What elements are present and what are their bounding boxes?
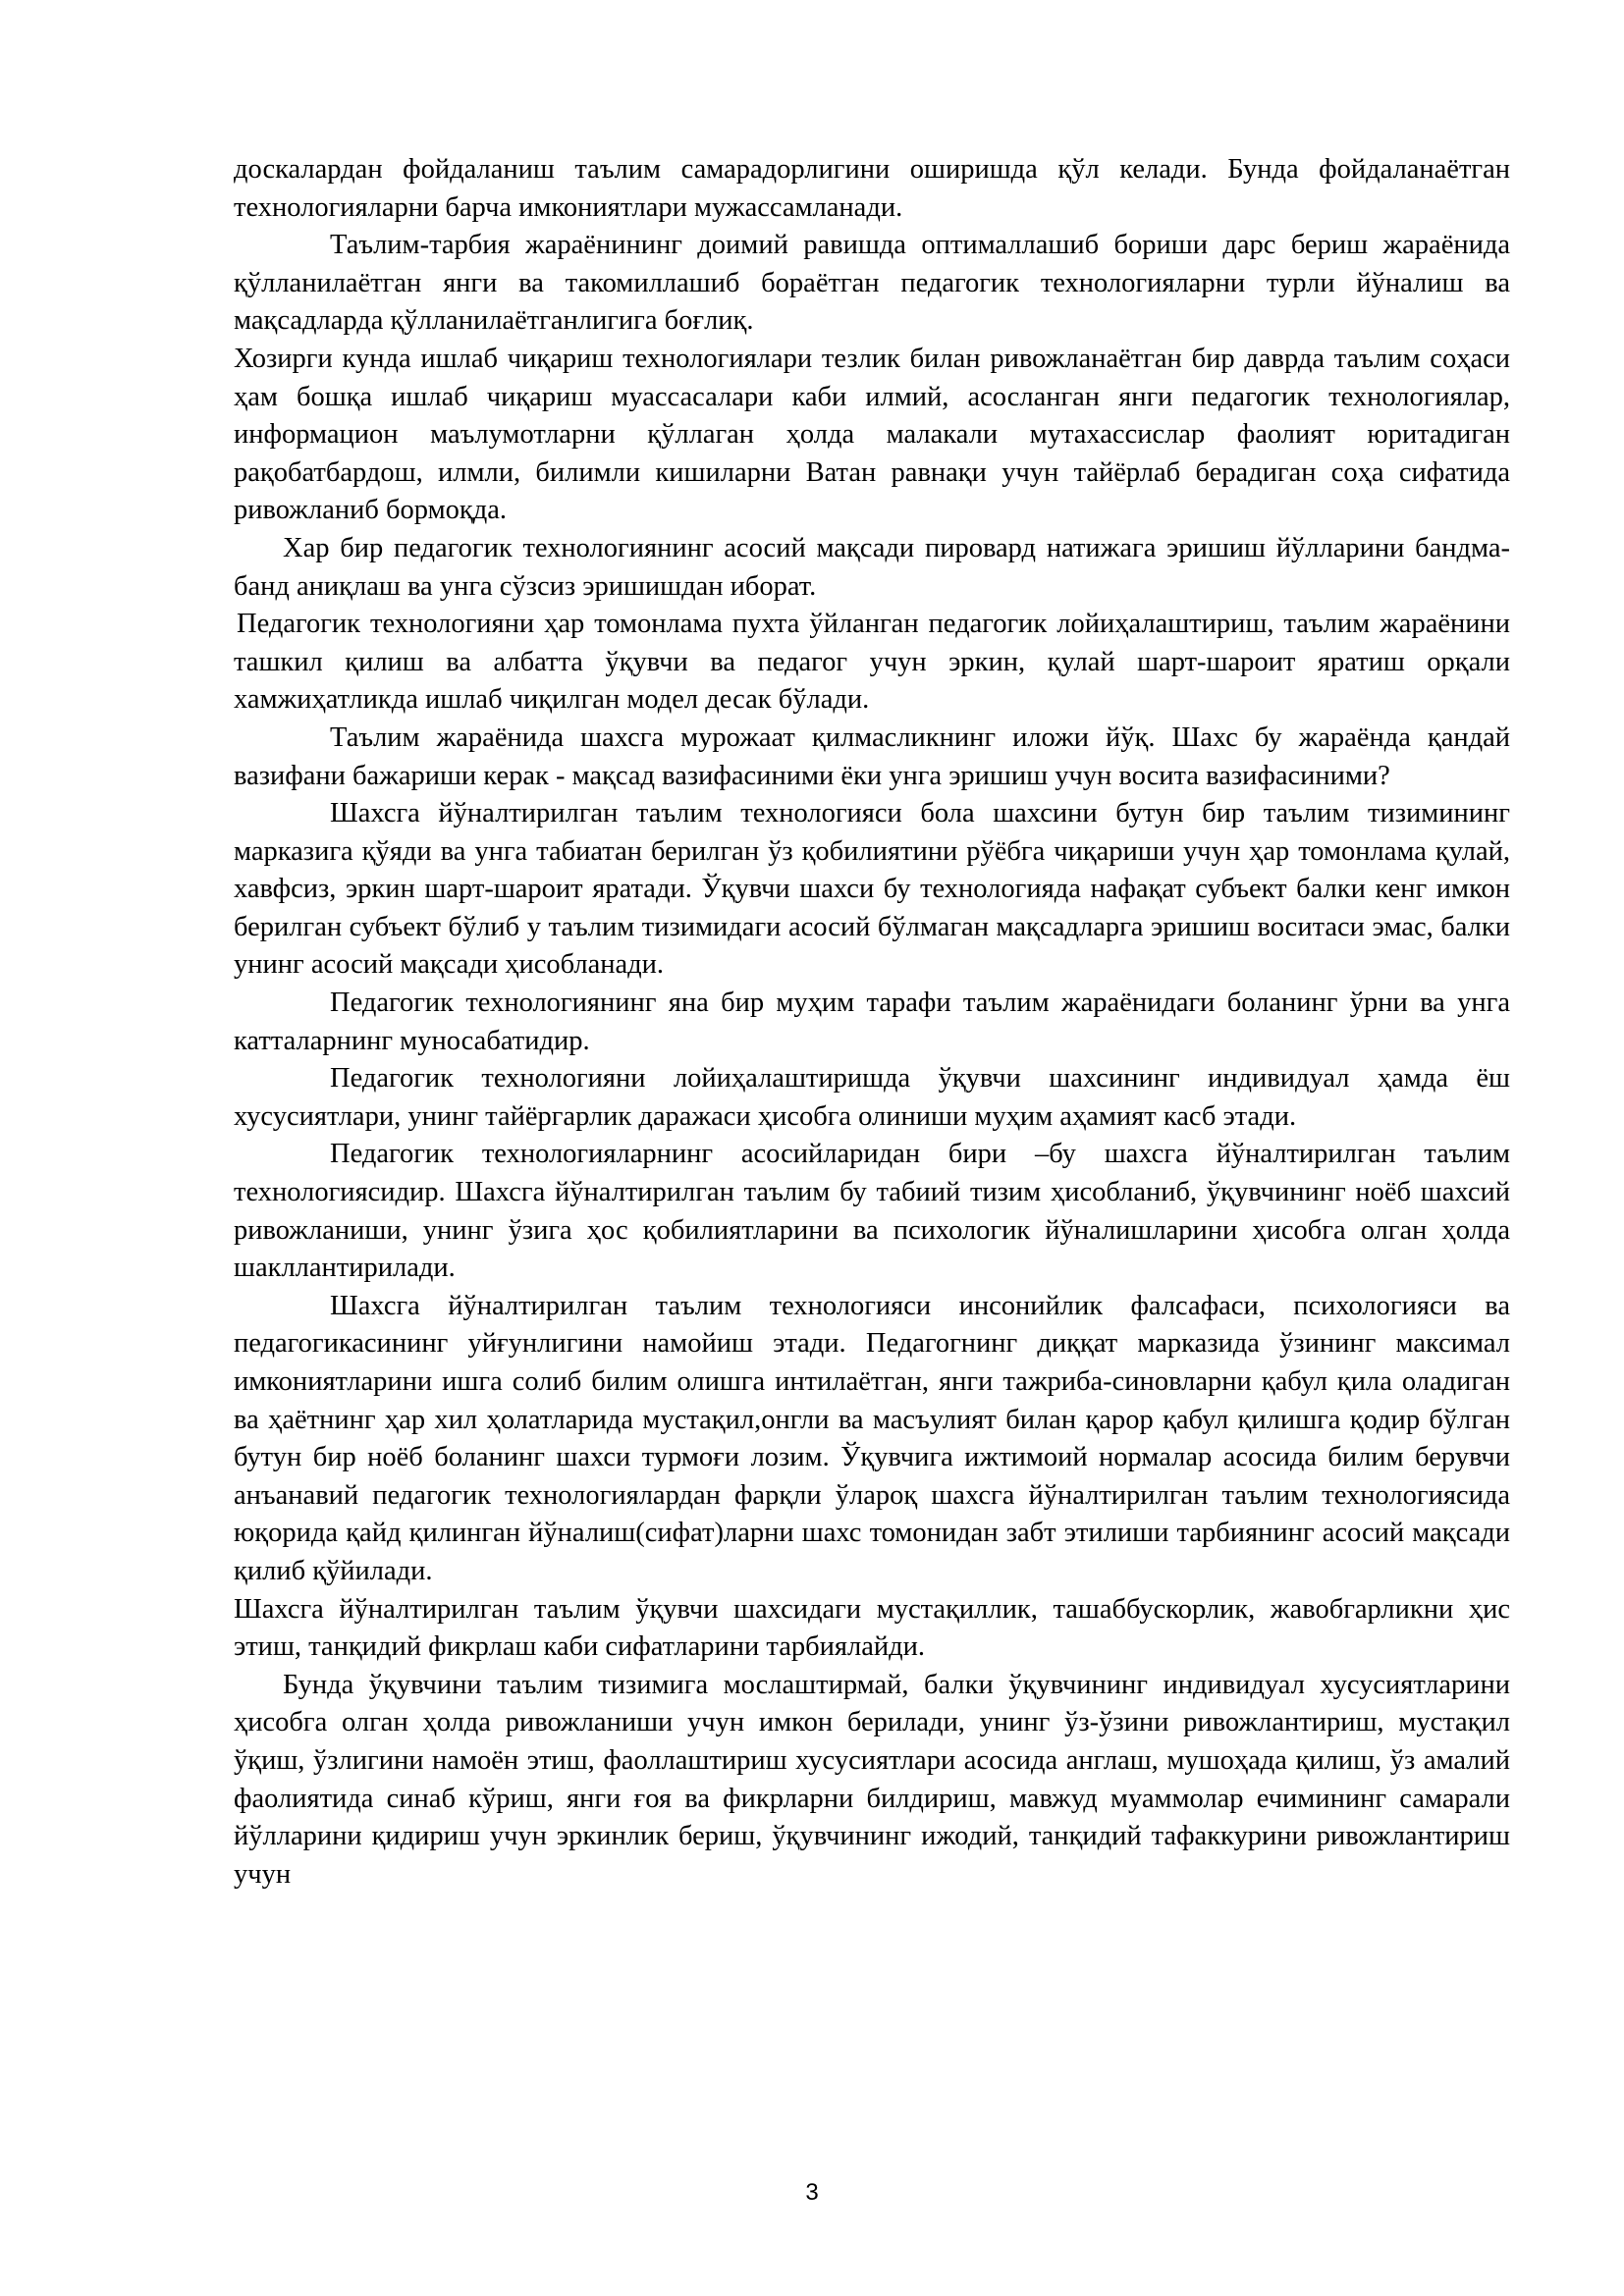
paragraph-7: Шахсга йўналтирилган таълим технологияси бола шахсини бутун бир таълим тизимининг марказига қўяди ва унга табиатан берилган ўз қобилиятини рўёбга чиқариши учун ҳар томонлама қулай, хавфсиз, эркин шарт-шароит яратади. Ўқувчи шахси бу технологияда нафақат субъект балки кенг имкон берилган субъект бўлиб у таълим тизимидаги асосий бўлмаган мақсадларга эришиш воситаси эмас, балки унинг асосий мақсади ҳисобланади. [234,798,1510,981]
document-body [234,151,1510,1894]
paragraph-9: Педагогик технологияни лойиҳалаштиришда ўқувчи шахсининг индивидуал ҳамда ёш хусусиятлари, унинг тайёргарлик даражаси ҳисобга олиниши муҳим аҳамият касб этади. [234,1063,1510,1132]
paragraph-11: Шахсга йўналтирилган таълим технологияси инсонийлик фалсафаси, психологияси ва педагогикасининг уйғунлигини намойиш этади. Педагогнинг диққат марказида ўзининг максимал имкониятларини ишга солиб билим олишга интилаётган, янги тажриба-синовларни қабул қила оладиган ва ҳаётнинг ҳар хил ҳолатларида мустақил,онгли ва масъулият билан қарор қабул қилишга қодир бўлган бутун бир ноёб боланинг шахси турмоғи лозим. Ўқувчига ижтимоий нормалар асосида билим берувчи анъанавий педагогик технологиялардан фарқли ўлароқ шахсга йўналтирилган таълим технологиясида юқорида қайд қилинган йўналиш(сифат)ларни шахс томонидан забт этилиши тарбиянинг асосий мақсади қилиб қўйилади. [234,1290,1510,1586]
paragraph-3: Хозирги кунда ишлаб чиқариш технологиялари тезлик билан ривожланаётган бир даврда таълим соҳаси ҳам бошқа ишлаб чиқариш муассасалари каби илмий, асосланган янги педагогик технологиялар, информацион маълумотларни қўллаган ҳолда малакали мутахассислар фаолият юритадиган рақобатбардош, илмли, билимли кишиларни Ватан равнақи учун тайёрлаб берадиган соҳа сифатида ривожланиб бормоқда. [234,343,1510,526]
paragraph-5: Педагогик технологияни ҳар томонлама пухта ўйланган педагогик лойиҳалаштириш, таълим жараёнини ташкил қилиш ва албатта ўқувчи ва педагог учун эркин, қулай шарт-шароит яратиш орқали хамжиҳатликда ишлаб чиқилган модел десак бўлади. [234,609,1510,716]
paragraph-4: Хар бир педагогик технологиянинг асосий мақсади пировард натижага эришиш йўлларини бандма-банд аниқлаш ва унга сўзсиз эришишдан иборат. [234,532,1510,602]
paragraph-8: Педагогик технологиянинг яна бир муҳим тарафи таълим жараёнидаги боланинг ўрни ва унга катталарнинг муносабатидир. [234,988,1510,1056]
paragraph-13: Бунда ўқувчини таълим тизимига мослаштирмай, балки ўқувчининг индивидуал хусусиятларини ҳисобга олган ҳолда ривожланиши учун имкон берилади, унинг ўз-ўзини ривожлантириш, мустақил ўқиш, ўзлигини намоён этиш, фаоллаштириш хусусиятлари асосида англаш, мушоҳада қилиш, ўз амалий фаолиятида синаб кўриш, янги ғоя ва фикрларни билдириш, мавжуд муаммолар ечимининг самарали йўлларини қидириш учун эркинлик бериш, ўқувчининг ижодий, танқидий тафаккурини ривожлантириш учун [234,1669,1510,1890]
paragraph-10: Педагогик технологияларнинг асосийларидан бири –бу шахсга йўналтирилган таълим технологиясидир. Шахсга йўналтирилган таълим бу табиий тизим ҳисобланиб, ўқувчининг ноёб шахсий ривожланиши, унинг ўзига ҳос қобилиятларини ва психологик йўналишларини ҳисобга олган ҳолда шакллантирилади. [234,1139,1510,1284]
paragraph-12: Шахсга йўналтирилган таълим ўқувчи шахсидаги мустақиллик, ташаббускорлик, жавобгарликни ҳис этиш, танқидий фикрлаш каби сифатларини тарбиялайди. [234,1593,1510,1663]
paragraph-2: Таълим-тарбия жараёнининг доимий равишда оптималлашиб бориши дарс бериш жараёнида қўлланилаётган янги ва такомиллашиб бораётган педагогик технологияларни турли йўналиш ва мақсадларда қўлланилаётганлигига боғлиқ. [234,230,1510,337]
paragraph-6: Таълим жараёнида шахсга мурожаат қилмасликнинг иложи йўқ. Шахс бу жараёнда қандай вазифани бажариши керак - мақсад вазифасиними ёки унга эришиш учун восита вазифасиними? [234,721,1510,791]
page-number: 3 [805,2179,819,2206]
paragraph-1: доскалардан фойдаланиш таълим самарадорлигини оширишда қўл келади. Бунда фойдаланаётган технологияларни барча имкониятлари мужассамланади. [234,154,1510,223]
